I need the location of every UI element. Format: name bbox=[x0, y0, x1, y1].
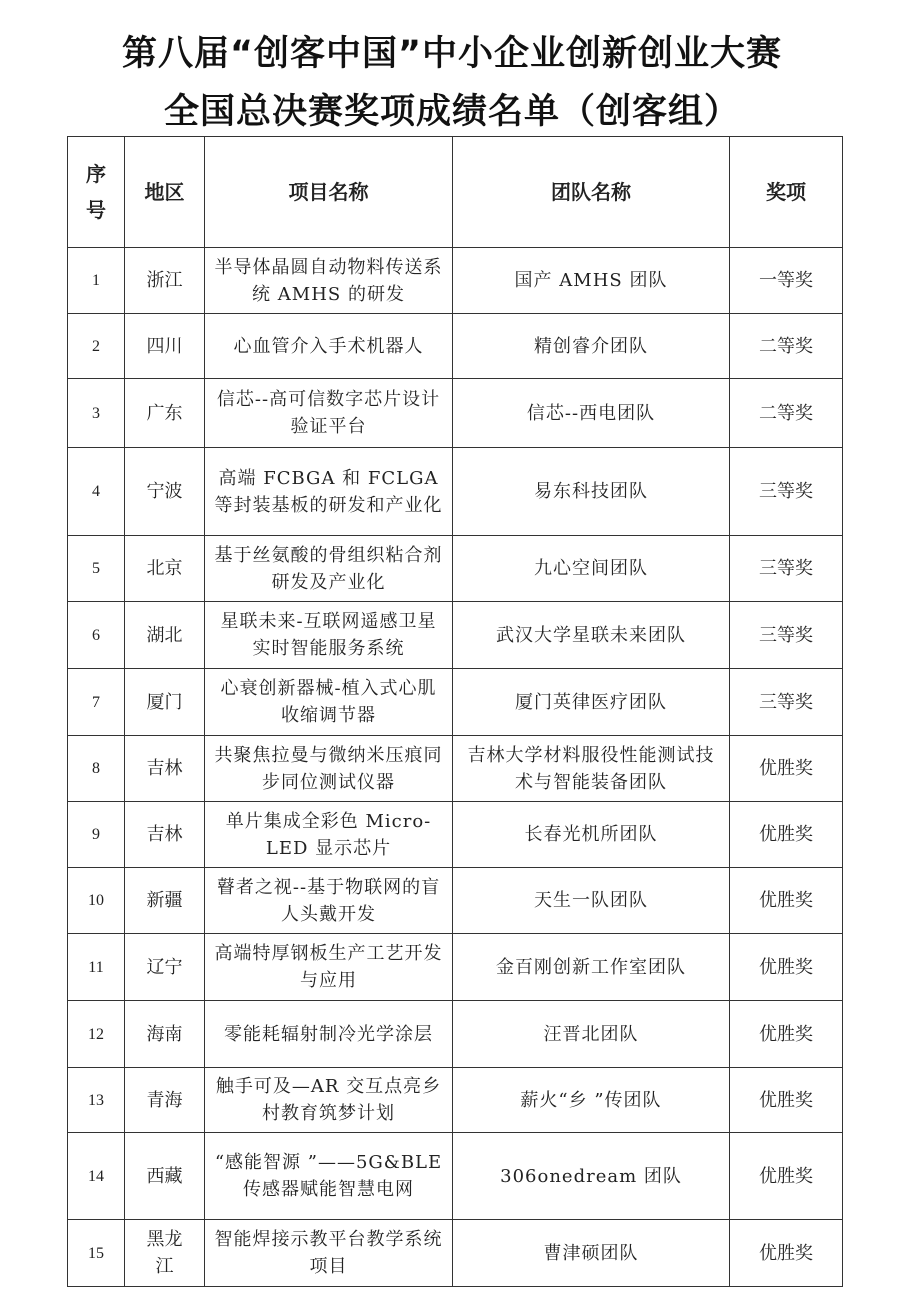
row-region: 厦门 bbox=[125, 669, 205, 736]
row-team: 汪晋北团队 bbox=[453, 1001, 730, 1068]
row-project: 信芯--高可信数字芯片设计验证平台 bbox=[205, 379, 453, 448]
table-row bbox=[68, 802, 843, 868]
table-row bbox=[68, 248, 843, 314]
row-region: 青海 bbox=[125, 1068, 205, 1133]
table-row bbox=[68, 736, 843, 802]
row-index: 12 bbox=[68, 1001, 125, 1068]
row-region: 吉林 bbox=[125, 802, 205, 868]
row-project: 基于丝氨酸的骨组织粘合剂研发及产业化 bbox=[205, 536, 453, 602]
row-team: 厦门英律医疗团队 bbox=[453, 669, 730, 736]
row-award: 一等奖 bbox=[730, 248, 843, 314]
row-index: 6 bbox=[68, 602, 125, 669]
row-award: 三等奖 bbox=[730, 448, 843, 536]
row-award: 三等奖 bbox=[730, 536, 843, 602]
row-region: 北京 bbox=[125, 536, 205, 602]
header-team: 团队名称 bbox=[453, 137, 730, 248]
row-index: 3 bbox=[68, 379, 125, 448]
row-team: 长春光机所团队 bbox=[453, 802, 730, 868]
row-region: 宁波 bbox=[125, 448, 205, 536]
header-project: 项目名称 bbox=[205, 137, 453, 248]
row-region: 湖北 bbox=[125, 602, 205, 669]
row-award: 优胜奖 bbox=[730, 868, 843, 934]
header-award: 奖项 bbox=[730, 137, 843, 248]
row-team: 信芯--西电团队 bbox=[453, 379, 730, 448]
row-index: 7 bbox=[68, 669, 125, 736]
header-index-label: 序号 bbox=[86, 162, 106, 222]
row-team: 金百刚创新工作室团队 bbox=[453, 934, 730, 1001]
row-team: 武汉大学星联未来团队 bbox=[453, 602, 730, 669]
row-region: 吉林 bbox=[125, 736, 205, 802]
row-region-text: 黑龙江 bbox=[146, 1229, 183, 1277]
row-team: 306onedream 团队 bbox=[453, 1133, 730, 1220]
row-project: 心衰创新器械-植入式心肌收缩调节器 bbox=[205, 669, 453, 736]
row-project: 高端 FCBGA 和 FCLGA 等封装基板的研发和产业化 bbox=[205, 448, 453, 536]
table-header-row bbox=[68, 137, 843, 248]
row-project: “感能智源 ”——5G&BLE 传感器赋能智慧电网 bbox=[205, 1133, 453, 1220]
row-region: 西藏 bbox=[125, 1133, 205, 1220]
awards-table bbox=[67, 136, 843, 1287]
row-team: 易东科技团队 bbox=[453, 448, 730, 536]
row-award: 三等奖 bbox=[730, 602, 843, 669]
row-project: 共聚焦拉曼与微纳米压痕同步同位测试仪器 bbox=[205, 736, 453, 802]
table-row bbox=[68, 669, 843, 736]
row-region: 四川 bbox=[125, 314, 205, 379]
row-index: 4 bbox=[68, 448, 125, 536]
row-award: 优胜奖 bbox=[730, 802, 843, 868]
row-project: 心血管介入手术机器人 bbox=[205, 314, 453, 379]
row-team: 薪火“乡 ”传团队 bbox=[453, 1068, 730, 1133]
row-index: 2 bbox=[68, 314, 125, 379]
row-region: 广东 bbox=[125, 379, 205, 448]
row-award: 二等奖 bbox=[730, 314, 843, 379]
row-index: 9 bbox=[68, 802, 125, 868]
header-index bbox=[68, 137, 125, 248]
row-region: 新疆 bbox=[125, 868, 205, 934]
row-project: 单片集成全彩色 Micro-LED 显示芯片 bbox=[205, 802, 453, 868]
row-project: 智能焊接示教平台教学系统项目 bbox=[205, 1220, 453, 1287]
table-row bbox=[68, 314, 843, 379]
table-row bbox=[68, 1133, 843, 1220]
row-award: 三等奖 bbox=[730, 669, 843, 736]
row-award: 优胜奖 bbox=[730, 1068, 843, 1133]
row-index: 11 bbox=[68, 934, 125, 1001]
row-team: 九心空间团队 bbox=[453, 536, 730, 602]
row-award: 优胜奖 bbox=[730, 1133, 843, 1220]
table-row bbox=[68, 868, 843, 934]
row-region: 海南 bbox=[125, 1001, 205, 1068]
table-row bbox=[68, 379, 843, 448]
table-row bbox=[68, 536, 843, 602]
row-team: 吉林大学材料服役性能测试技术与智能装备团队 bbox=[453, 736, 730, 802]
table-row bbox=[68, 1220, 843, 1287]
row-index: 5 bbox=[68, 536, 125, 602]
row-project: 触手可及—AR 交互点亮乡村教育筑梦计划 bbox=[205, 1068, 453, 1133]
table-row bbox=[68, 1001, 843, 1068]
row-award: 二等奖 bbox=[730, 379, 843, 448]
row-award: 优胜奖 bbox=[730, 1220, 843, 1287]
document-title-line-1: 第八届“创客中国”中小企业创新创业大赛 bbox=[121, 34, 782, 74]
header-region: 地区 bbox=[125, 137, 205, 248]
row-index: 1 bbox=[68, 248, 125, 314]
row-index: 10 bbox=[68, 868, 125, 934]
row-index: 13 bbox=[68, 1068, 125, 1133]
row-index: 14 bbox=[68, 1133, 125, 1220]
row-index: 15 bbox=[68, 1220, 125, 1287]
row-index: 8 bbox=[68, 736, 125, 802]
row-project: 星联未来-互联网遥感卫星实时智能服务系统 bbox=[205, 602, 453, 669]
row-project: 高端特厚钢板生产工艺开发与应用 bbox=[205, 934, 453, 1001]
row-region: 辽宁 bbox=[125, 934, 205, 1001]
row-project: 零能耗辐射制冷光学涂层 bbox=[205, 1001, 453, 1068]
table-row bbox=[68, 448, 843, 536]
row-award: 优胜奖 bbox=[730, 934, 843, 1001]
row-team: 曹津硕团队 bbox=[453, 1220, 730, 1287]
row-team: 天生一队团队 bbox=[453, 868, 730, 934]
table-row bbox=[68, 934, 843, 1001]
row-award: 优胜奖 bbox=[730, 1001, 843, 1068]
row-region bbox=[125, 1220, 205, 1287]
row-project: 瞽者之视--基于物联网的盲人头戴开发 bbox=[205, 868, 453, 934]
row-award: 优胜奖 bbox=[730, 736, 843, 802]
row-team: 精创睿介团队 bbox=[453, 314, 730, 379]
document-title-line-2: 全国总决赛奖项成绩名单（创客组） bbox=[163, 92, 740, 132]
table-row bbox=[68, 1068, 843, 1133]
row-project: 半导体晶圆自动物料传送系统 AMHS 的研发 bbox=[205, 248, 453, 314]
row-region: 浙江 bbox=[125, 248, 205, 314]
table-row bbox=[68, 602, 843, 669]
row-team: 国产 AMHS 团队 bbox=[453, 248, 730, 314]
